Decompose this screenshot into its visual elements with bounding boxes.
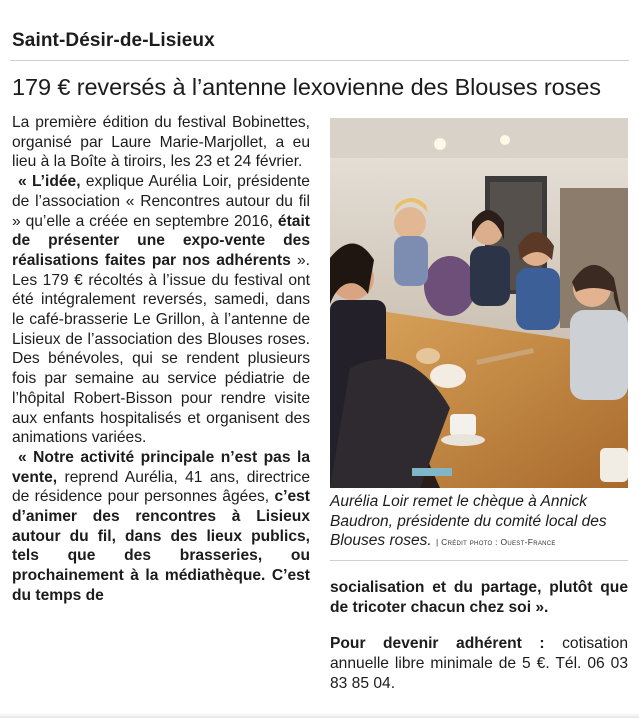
page-bottom-edge [0,713,639,718]
caption-text: Aurélia Loir remet le chèque à Annick Baudron, présidente du comité local des Blouses roses. [330,493,607,549]
activity-bold-lead: « Notre activité principale n’est pas la vente, [12,448,310,486]
quote-continuation: ». Les 179 € récoltés à l’issue du festival ont été intégralement reversés, samedi, dans le café-brasserie Le Grillon, à l’antenne de Lisieux de l’association des Blouses roses. Des bénévoles, qui se rendent plusieurs fois par semaine au service pédiatrie de l’hôpital Robert-Bisson pour rendre visite aux enfants hospitalisés et organisent des animations variées. [12,251,310,447]
article-body-right-column [330,578,628,694]
article-photo [330,118,628,488]
quote-end-bold: socialisation et du partage, plutôt que de tricoter chacun chez soi ». [330,579,628,616]
paragraph-quote [12,172,310,448]
locality-heading: Saint-Désir-de-Lisieux [12,30,215,51]
paragraph-quote-end [330,578,628,617]
quote-bold-statement: était de présenter une expo-vente des réalisations faites par nos adhérents [12,212,310,269]
photo-caption [330,492,630,553]
paragraph-activity [12,448,310,606]
activity-text: reprend Aurélia, 41 ans, directrice de résidence pour personnes âgées, [12,468,310,506]
membership-label: Pour devenir adhérent : [330,635,545,653]
paragraph-membership [330,634,628,693]
header-divider [10,60,629,61]
quote-bold-lead: « L’idée, [18,173,81,191]
article-body-left-column [12,113,310,606]
caption-divider [330,560,628,561]
article-headline: 179 € reversés à l’antenne lexovienne des Blouses roses [12,74,601,100]
photo-credit: | Crédit photo : Ouest-France [435,537,556,547]
membership-details: cotisation annuelle libre minimale de 5 €. Tél. 06 03 83 85 04. [330,635,628,692]
quote-text: explique Aurélia Loir, présidente de l’association « Rencontres autour du fil » qu’elle a créée en septembre 2016, [12,173,310,230]
paragraph-intro: La première édition du festival Bobinettes, organisé par Laure Marie-Marjollet, a eu lieu à la Boîte à tiroirs, les 23 et 24 février. [12,114,310,171]
activity-bold-statement: c’est d’animer des rencontres à Lisieux autour du fil, dans des lieux publics, tels que des brasseries, ou prochainement à la médiathèque. C’est du temps de [12,488,310,604]
